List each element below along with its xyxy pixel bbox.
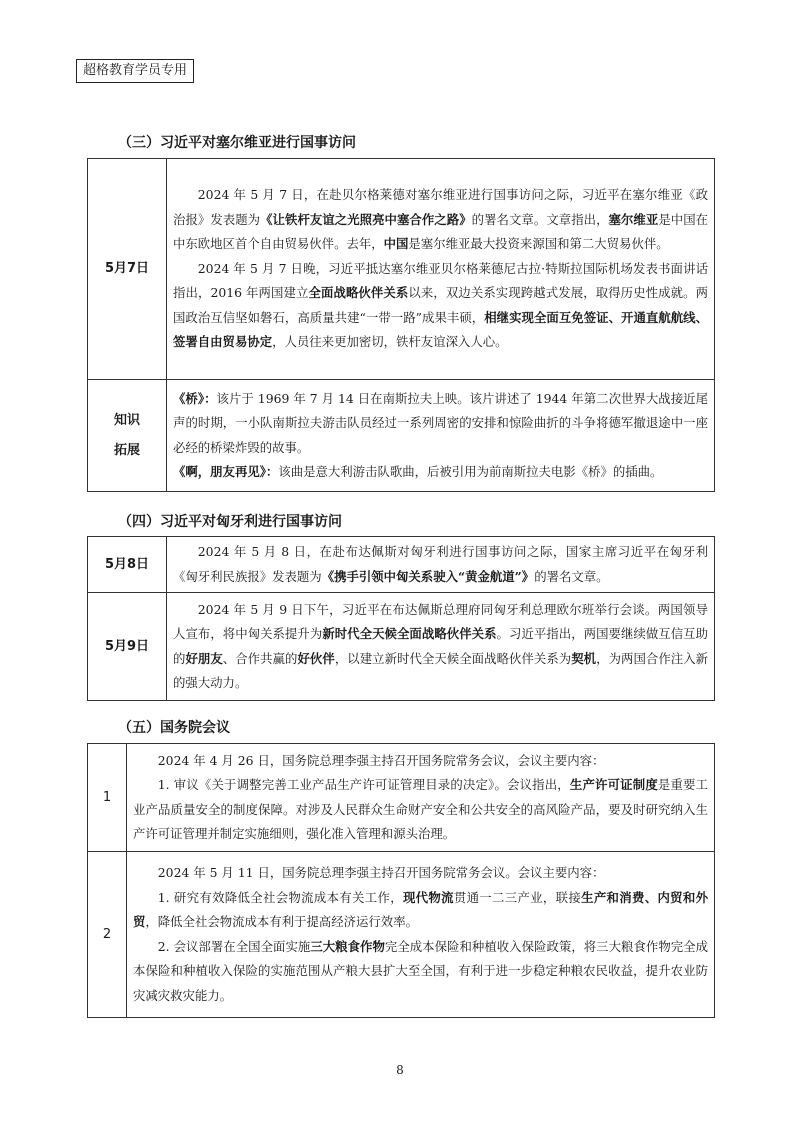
paragraph: 《桥》：该片于 1969 年 7 月 14 日在南斯拉夫上映。该片讲述了 1944 年第二次世界大战接近尾声的时期，一小队南斯拉夫游击队员经过一系列周密的安排和惊险曲折的斗争将德军撤退途中一座必经的桥梁炸毁的故事。: [173, 390, 708, 455]
paragraph: 2. 会议部署在全国全面实施三大粮食作物完全成本保险和种植收入保险政策，将三大粮食作物完全成本保险和种植收入保险的实施范围从产粮大县扩大至全国，有利于进一步稳定种粮农民收益，提升农业防灾减灾救灾能力。: [133, 938, 709, 1003]
paragraph: 《啊，朋友再见》：该曲是意大利游击队歌曲，后被引用为前南斯拉夫电影《桥》的插曲。: [173, 464, 663, 479]
page-number: 8: [396, 1063, 404, 1077]
row-content: [167, 593, 715, 701]
table-row: [88, 159, 715, 380]
section-title-hungary: （四）习近平对匈牙利进行国事访问: [118, 514, 342, 530]
paragraph: 2024 年 5 月 8 日，在赴布达佩斯对匈牙利进行国事访问之际，国家主席习近平在匈牙利《匈牙利民族报》发表题为《携手引领中匈关系驶入“黄金航道”》的署名文章。: [173, 544, 708, 584]
section-title-serbia: （三）习近平对塞尔维亚进行国事访问: [118, 135, 356, 151]
table-row: [88, 537, 715, 593]
watermark-stamp: 超格教育学员专用: [76, 59, 194, 83]
table-hungary: [87, 536, 715, 701]
table-row: [88, 852, 715, 1018]
row-content: [167, 537, 715, 593]
section-title-state-council: （五）国务院会议: [118, 720, 230, 736]
row-content: [127, 744, 715, 852]
date-label: 5月8日: [88, 537, 167, 593]
paragraph: 2024 年 4 月 26 日，国务院总理李强主持召开国务院常务会议，会议主要内容：: [157, 752, 605, 768]
paragraph: 2024 年 5 月 7 日晚，习近平抵达塞尔维亚贝尔格莱德尼古拉·特斯拉国际机场发表书面讲话指出，2016 年两国建立全面战略伙伴关系以来，双边关系实现跨越式发展，取得历史性成就。两国政治互信坚如磐石，高质量共建“一带一路”成果丰硕，相继实现全面互免签证、开通直航航线、签署自由贸易协定，人员往来更加密切，铁杆友谊深入人心。: [173, 260, 709, 350]
paragraph: 2024 年 5 月 7 日，在赴贝尔格莱德对塞尔维亚进行国事访问之际，习近平在塞尔维亚《政治报》发表题为《让铁杆友谊之光照亮中塞合作之路》的署名文章。文章指出，塞尔维亚是中国在中东欧地区首个自由贸易伙伴。去年，中国是塞尔维亚最大投资来源国和第二大贸易伙伴。: [173, 187, 709, 252]
date-label: 5月9日: [88, 593, 167, 701]
paragraph: 2024 年 5 月 11 日，国务院总理李强主持召开国务院常务会议。会议主要内容：: [157, 865, 605, 880]
knowledge-label: 知识拓展: [88, 380, 167, 492]
row-content: [167, 159, 715, 380]
table-row: [88, 380, 715, 492]
row-content: [167, 380, 715, 492]
table-row: [88, 744, 715, 852]
row-content: [127, 852, 715, 1018]
row-number: 1: [88, 744, 127, 852]
paragraph: 1. 研究有效降低全社会物流成本有关工作，现代物流贯通一二三产业，联接生产和消费、内贸和外贸，降低全社会物流成本有利于提高经济运行效率。: [133, 889, 709, 929]
table-row: [88, 593, 715, 701]
row-number: 2: [88, 852, 127, 1018]
paragraph: 1. 审议《关于调整完善工业产品生产许可证管理目录的决定》。会议指出，生产许可证制度是重要工业产品质量安全的制度保障。对涉及人民群众生命财产安全和公共安全的高风险产品，要及时研究纳入生产许可证管理并制定实施细则，强化准入管理和源头治理。: [133, 777, 709, 841]
table-state-council: [87, 743, 715, 1018]
table-serbia: [87, 158, 715, 492]
date-label: 5月7日: [88, 159, 167, 380]
paragraph: 2024 年 5 月 9 日下午，习近平在布达佩斯总理府同匈牙利总理欧尔班举行会谈。两国领导人宣布，将中匈关系提升为新时代全天候全面战略伙伴关系。习近平指出，两国要继续做互信互助的好朋友、合作共赢的好伙伴，以建立新时代全天候全面战略伙伴关系为契机，为两国合作注入新的强大动力。: [173, 601, 709, 690]
